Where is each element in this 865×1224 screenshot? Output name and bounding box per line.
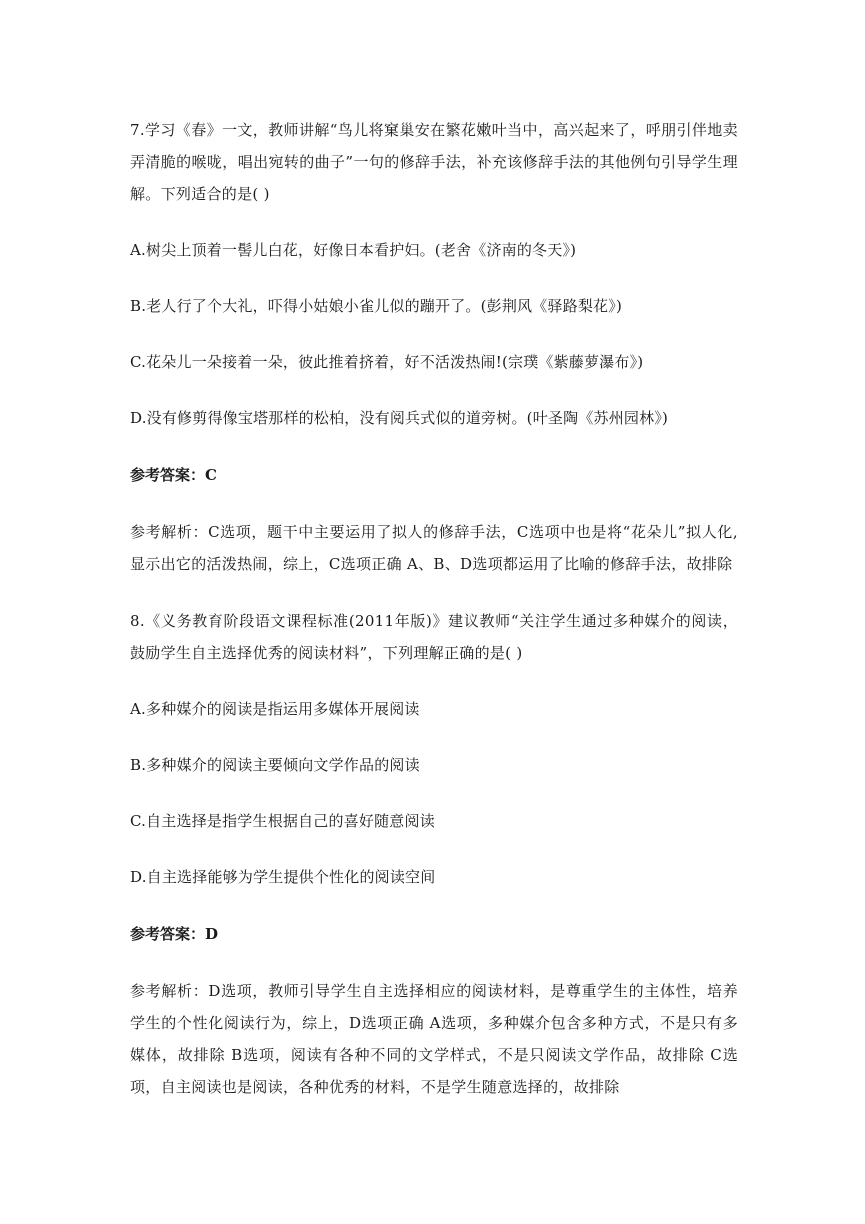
question-8	[130, 605, 738, 1103]
question-stem: 8.《义务教育阶段语文课程标准(2011年版)》建议教师“关注学生通过多种媒介的阅读，鼓励学生自主选择优秀的阅读材料”，下列理解正确的是( )	[130, 612, 738, 662]
option-c: C.花朵儿一朵接着一朵，彼此推着挤着，好不活泼热闹!(宗璞《紫藤萝瀑布》)	[130, 353, 644, 371]
option-b: B.老人行了个大礼，吓得小姑娘小雀儿似的蹦开了。(彭荆风《驿路梨花》)	[130, 297, 622, 315]
document-page	[130, 114, 738, 1103]
option-c: C.自主选择是指学生根据自己的喜好随意阅读	[130, 812, 435, 830]
question-stem: 7.学习《春》一文，教师讲解“鸟儿将窠巢安在繁花嫩叶当中，高兴起来了，呼朋引伴地卖弄清脆的喉咙，唱出宛转的曲子”一句的修辞手法，补充该修辞手法的其他例句引导学生理解。下列适合的是( )	[130, 121, 738, 203]
answer-label: 参考答案：D	[130, 925, 219, 943]
answer-analysis: 参考解析：D选项，教师引导学生自主选择相应的阅读材料，是尊重学生的主体性，培养学生的个性化阅读行为，综上，D选项正确 A选项，多种媒介包含多种方式，不是只有多媒体，故排除 B选项，阅读有各种不同的文学样式，不是只阅读文学作品，故排除 C选项，自主阅读也是阅读，各种优秀的材料，不是学生随意选择的，故排除	[130, 982, 738, 1096]
option-d: D.没有修剪得像宝塔那样的松柏，没有阅兵式似的道旁树。(叶圣陶《苏州园林》)	[130, 409, 669, 427]
answer-analysis: 参考解析：C选项，题干中主要运用了拟人的修辞手法，C选项中也是将“花朵儿”拟人化,显示出它的活泼热闹，综上，C选项正确 A、B、D选项都运用了比喻的修辞手法，故排除	[130, 523, 738, 573]
option-d: D.自主选择能够为学生提供个性化的阅读空间	[130, 868, 436, 886]
answer-label: 参考答案：C	[130, 466, 217, 484]
question-7	[130, 114, 738, 580]
option-b: B.多种媒介的阅读主要倾向文学作品的阅读	[130, 756, 420, 774]
option-a: A.多种媒介的阅读是指运用多媒体开展阅读	[130, 700, 420, 718]
option-a: A.树尖上顶着一髻儿白花，好像日本看护妇。(老舍《济南的冬天》)	[130, 241, 577, 259]
